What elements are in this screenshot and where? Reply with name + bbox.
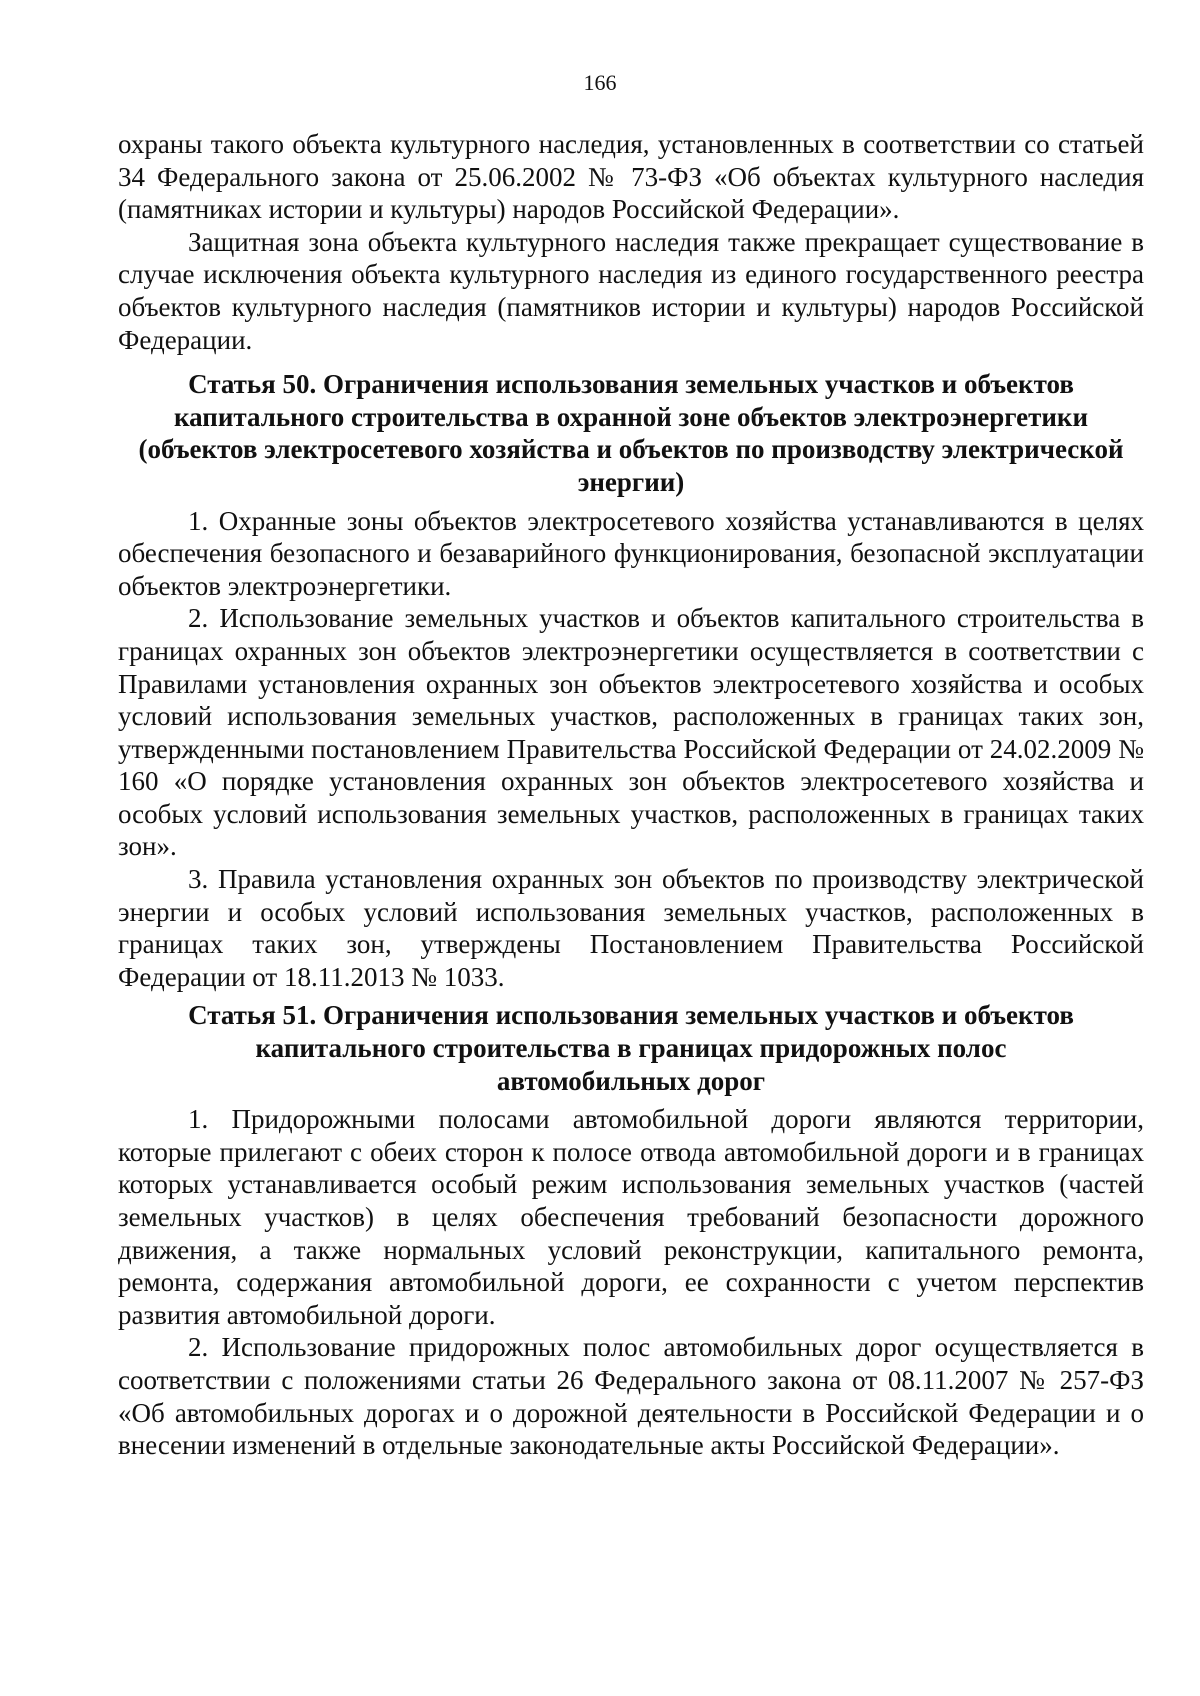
paragraph-protective-zone: Защитная зона объекта культурного наследия также прекращает существование в случае исключения объекта культурного наследия из единого государственного реестра объектов культурного наследия (памятников истории и культуры) народов Российской Федерации. <box>118 226 1144 355</box>
page-content <box>118 128 1144 1462</box>
article-51-paragraph-2: 2. Использование придорожных полос автомобильных дорог осуществляется в соответствии с положениями статьи 26 Федерального закона от 08.11.2007 № 257-ФЗ «Об автомобильных дорогах и о дорожной деятельности в Российской Федерации и о внесении изменений в отдельные законодательные акты Российской Федерации». <box>118 1332 1144 1461</box>
paragraph-continuation: охраны такого объекта культурного наследия, установленных в соответствии со статьей 34 Федерального закона от 25.06.2002 № 73-ФЗ «Об объектах культурного наследия (памятниках истории и культуры) народов Российской Федерации». <box>118 129 1144 225</box>
article-51-paragraph-1: 1. Придорожными полосами автомобильной дороги являются территории, которые прилегают с обеих сторон к полосе отвода автомобильной дороги и в границах которых устанавливается особый режим использования земельных участков (частей земельных участков) в целях обеспечения требований безопасности дорожного движения, а также нормальных условий реконструкции, капитального ремонта, ремонта, содержания автомобильной дороги, ее сохранности с учетом перспектив развития автомобильной дороги. <box>118 1104 1144 1330</box>
article-50-heading: Статья 50. Ограничения использования земельных участков и объектов капитального строительства в охранной зоне объектов электроэнергетики (объектов электросетевого хозяйства и объектов по производству электрической энергии) <box>138 369 1124 497</box>
article-50-paragraph-2: 2. Использование земельных участков и объектов капитального строительства в границах охранных зон объектов электроэнергетики осуществляется в соответствии с Правилами установления охранных зон объектов электросетевого хозяйства и особых условий использования земельных участков, расположенных в границах таких зон, утвержденными постановлением Правительства Российской Федерации от 24.02.2009 № 160 «О порядке установления охранных зон объектов электросетевого хозяйства и особых условий использования земельных участков, расположенных в границах таких зон». <box>118 603 1144 862</box>
article-51-heading: Статья 51. Ограничения использования земельных участков и объектов капитального строительства в границах придорожных полос автомобильных дорог <box>188 1000 1074 1096</box>
article-50-paragraph-1: 1. Охранные зоны объектов электросетевого хозяйства устанавливаются в целях обеспечения безопасного и безаварийного функционирования, безопасной эксплуатации объектов электроэнергетики. <box>118 505 1144 601</box>
article-50-paragraph-3: 3. Правила установления охранных зон объектов по производству электрической энергии и особых условий использования земельных участков, расположенных в границах таких зон, утверждены Постановлением Правительства Российской Федерации от 18.11.2013 № 1033. <box>118 864 1144 992</box>
page-number: 166 <box>583 70 617 95</box>
